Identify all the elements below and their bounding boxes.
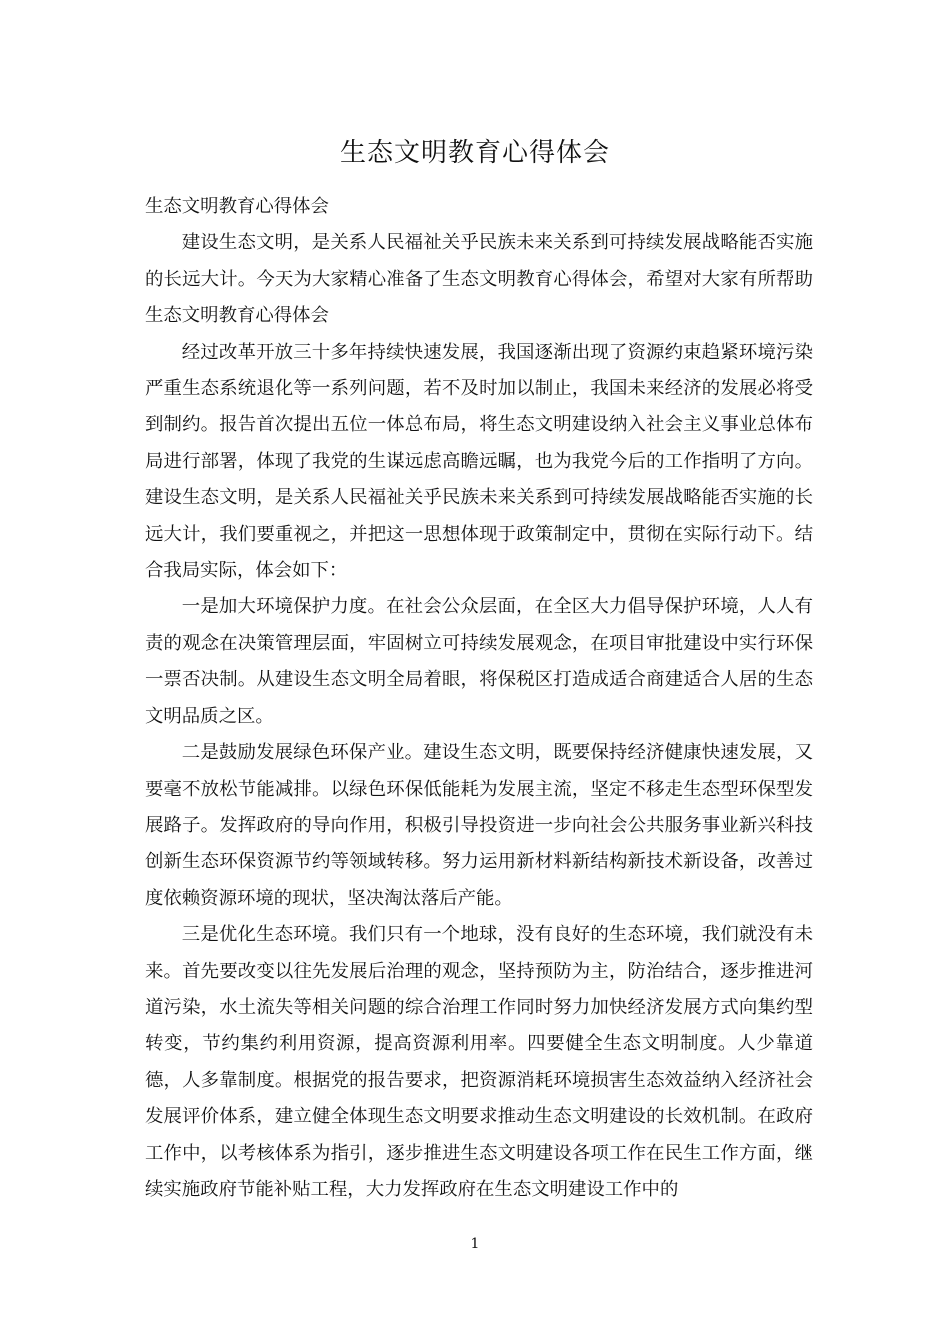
page-title: 生态文明教育心得体会 bbox=[339, 138, 610, 168]
page-number: 1 bbox=[470, 1236, 480, 1252]
paragraph-point-one: 一是加大环境保护力度。在社会公众层面，在全区大力倡导保护环境，人人有责的观念在决策管理层面，牢固树立可持续发展观念，在项目审批建设中实行环保一票否决制。从建设生态文明全局着眼，将保税区打造成适合商建适合人居的生态文明品质之区。 bbox=[145, 596, 813, 727]
paragraph-background: 经过改革开放三十多年持续快速发展，我国逐渐出现了资源约束趋紧环境污染严重生态系统退化等一系列问题，若不及时加以制止，我国未来经济的发展必将受到制约。报告首次提出五位一体总布局，将生态文明建设纳入社会主义事业总体布局进行部署，体现了我党的生谋远虑高瞻远瞩，也为我党今后的工作指明了方向。建设生态文明，是关系人民福祉关乎民族未来关系到可持续发展战略能否实施的长远大计，我们要重视之，并把这一思想体现于政策制定中，贯彻在实际行动下。结合我局实际，体会如下： bbox=[145, 341, 813, 582]
document-body bbox=[145, 189, 813, 1208]
paragraph-point-two: 二是鼓励发展绿色环保产业。建设生态文明，既要保持经济健康快速发展，又要毫不放松节能减排。以绿色环保低能耗为发展主流，坚定不移走生态型环保型发展路子。发挥政府的导向作用，积极引导投资进一步向社会公共服务事业新兴科技创新生态环保资源节约等领域转移。努力运用新材料新结构新技术新设备，改善过度依赖资源环境的现状，坚决淘汰落后产能。 bbox=[145, 742, 813, 909]
paragraph-intro: 建设生态文明，是关系人民福祉关乎民族未来关系到可持续发展战略能否实施的长远大计。今天为大家精心准备了生态文明教育心得体会，希望对大家有所帮助生态文明教育心得体会 bbox=[145, 232, 813, 327]
document-subtitle: 生态文明教育心得体会 bbox=[145, 196, 329, 217]
paragraph-point-three: 三是优化生态环境。我们只有一个地球，没有良好的生态环境，我们就没有未来。首先要改变以往先发展后治理的观念，坚持预防为主，防治结合，逐步推进河道污染，水土流失等相关问题的综合治理工作同时努力加快经济发展方式向集约型转变，节约集约利用资源，提高资源利用率。四要健全生态文明制度。人少靠道德，人多靠制度。根据党的报告要求，把资源消耗环境损害生态效益纳入经济社会发展评价体系，建立健全体现生态文明要求推动生态文明建设的长效机制。在政府工作中，以考核体系为指引，逐步推进生态文明建设各项工作在民生工作方面，继续实施政府节能补贴工程，大力发挥政府在生态文明建设工作中的 bbox=[145, 924, 813, 1200]
